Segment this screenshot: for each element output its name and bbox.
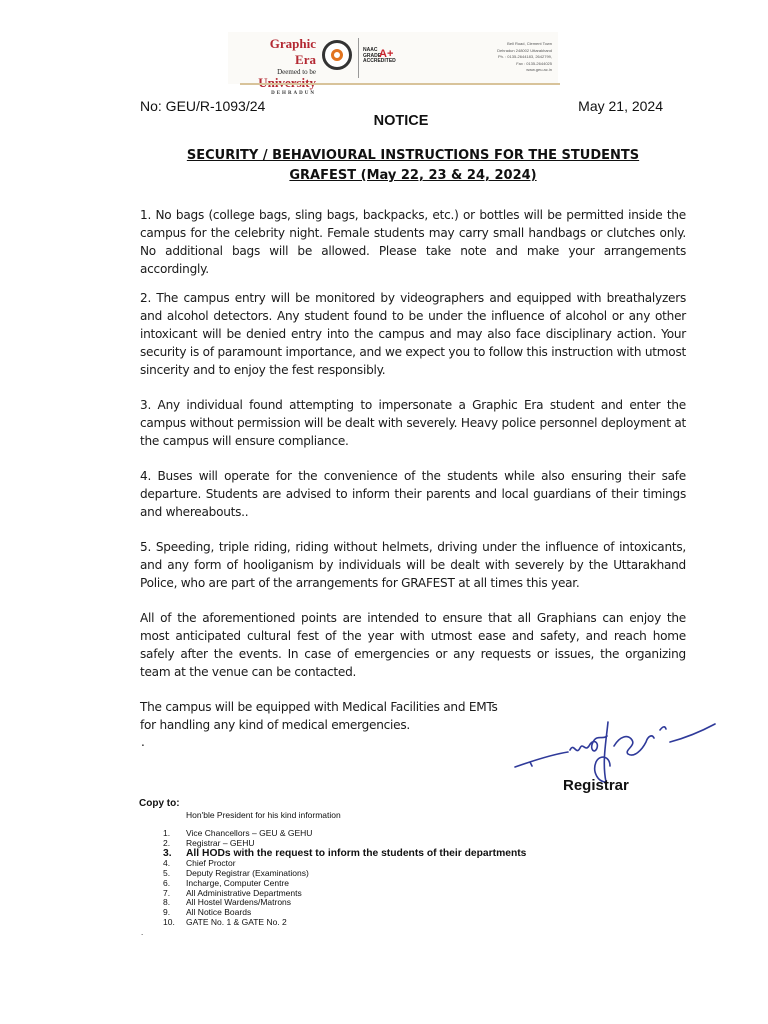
notice-title-line1: SECURITY / BEHAVIOURAL INSTRUCTIONS FOR THE STUDENTS — [186, 148, 640, 163]
item-number: 3. — [163, 848, 172, 860]
address-line: www.geu.ac.in — [526, 67, 552, 72]
item-text: Registrar – GEHU — [186, 837, 255, 848]
copy-to-item — [163, 918, 526, 928]
naac-grade: A+ — [379, 48, 394, 60]
naac-label: NAAC — [363, 47, 378, 53]
instruction-2: 2. The campus entry will be monitored by videographers and equipped with breathalyzers and alcohol detectors. Any student found to be under the influence of alcohol or any other intoxicant will be denied entry into the campus and may also face disciplinary action. Your security is of paramount importance, and we expect you to follow this instruction with utmost sincerity and to enjoy the fest responsibly. — [140, 291, 686, 377]
item-text: Incharge, Computer Centre — [186, 877, 289, 888]
address-line: Bell Road, Clement Town — [507, 41, 552, 46]
notice-date: May 21, 2024 — [578, 98, 663, 114]
item-text: All Administrative Departments — [186, 887, 302, 898]
item-text: Vice Chancellors – GEU & GEHU — [186, 828, 313, 838]
instruction-3: 3. Any individual found attempting to impersonate a Graphic Era student and enter the campus without permission will be dealt with severely. Heavy police personnel deployment at the campus will ensure compliance. — [140, 398, 686, 448]
naac-accreditation — [363, 48, 396, 65]
item-number: 4. — [163, 858, 171, 869]
accredited-label: ACCREDITED — [363, 58, 396, 64]
copy-to-intro: Hon'ble President for his kind information — [186, 810, 341, 820]
item-number: 6. — [163, 877, 171, 888]
item-number: 10. — [163, 916, 175, 927]
stray-dot: . — [141, 928, 144, 937]
instruction-1: 1. No bags (college bags, sling bags, backpacks, etc.) or bottles will be permitted inside the campus for the celebrity night. Female students may carry small handbags or clutches only. No additional bags will be allowed. Please take note and make your arrangements accordingly. — [140, 208, 686, 276]
item-number: 9. — [163, 906, 171, 917]
university-logo — [246, 36, 316, 96]
letterhead-rule — [240, 83, 560, 85]
grade-label: GRADE — [363, 52, 382, 59]
item-number: 1. — [163, 828, 171, 838]
university-name-line2: Deemed to be — [277, 68, 316, 76]
medical-facilities-paragraph: The campus will be equipped with Medical Facilities and EMTs for handling any kind of medical emergencies. — [140, 700, 498, 732]
copy-to-list — [163, 829, 526, 927]
item-text: Chief Proctor — [186, 858, 236, 869]
reference-number: No: GEU/R-1093/24 — [140, 98, 266, 114]
item-number: 8. — [163, 897, 171, 908]
notice-title-line2: GRAFEST (May 22, 23 & 24, 2024) — [289, 168, 537, 183]
item-text: All HODs with the request to inform the students of their departments — [186, 848, 527, 860]
address-line: Dehradun 248002 Uttarakhand — [497, 47, 552, 53]
university-seal-icon — [322, 40, 352, 70]
address-line: Fax : 0135-2644025 — [516, 60, 552, 66]
copy-to-label: Copy to: — [139, 798, 180, 809]
instruction-4: 4. Buses will operate for the convenience of the students while also ensuring their safe departure. Students are advised to inform their parents and local guardians of their timings and whereabouts.. — [140, 469, 686, 519]
address-line: Ph. : 0135-2644183, 2642799, — [497, 54, 552, 59]
notice-heading: NOTICE — [373, 113, 429, 129]
university-name-line1: Graphic Era — [269, 36, 316, 67]
item-text: GATE No. 1 & GATE No. 2 — [186, 916, 287, 927]
closing-paragraph: All of the aforementioned points are intended to ensure that all Graphians can enjoy the most anticipated cultural fest of the year with utmost ease and safety, and reach home safely after the events. In case of emergencies or any requests or issues, the organizing team at the venue can be contacted. — [140, 611, 686, 679]
item-number: 7. — [163, 887, 171, 898]
instruction-5: 5. Speeding, triple riding, riding without helmets, driving under the influence of intoxicants, and any form of hooliganism by individuals will be dealt with severely by the Uttarakhand Police, who are part of the arrangements for GRAFEST at all times this year. — [140, 540, 686, 590]
item-text: Deputy Registrar (Examinations) — [186, 868, 309, 879]
stray-dot: . — [141, 735, 145, 749]
university-address — [470, 41, 552, 74]
item-number: 5. — [163, 868, 171, 879]
letterhead-divider — [358, 38, 359, 78]
item-text: All Hostel Wardens/Matrons — [186, 897, 292, 908]
signatory-title: Registrar — [563, 777, 629, 794]
university-city: DEHRADUN — [271, 91, 316, 96]
item-number: 2. — [163, 837, 171, 848]
copy-to-item — [163, 839, 526, 849]
item-text: All Notice Boards — [186, 906, 252, 917]
